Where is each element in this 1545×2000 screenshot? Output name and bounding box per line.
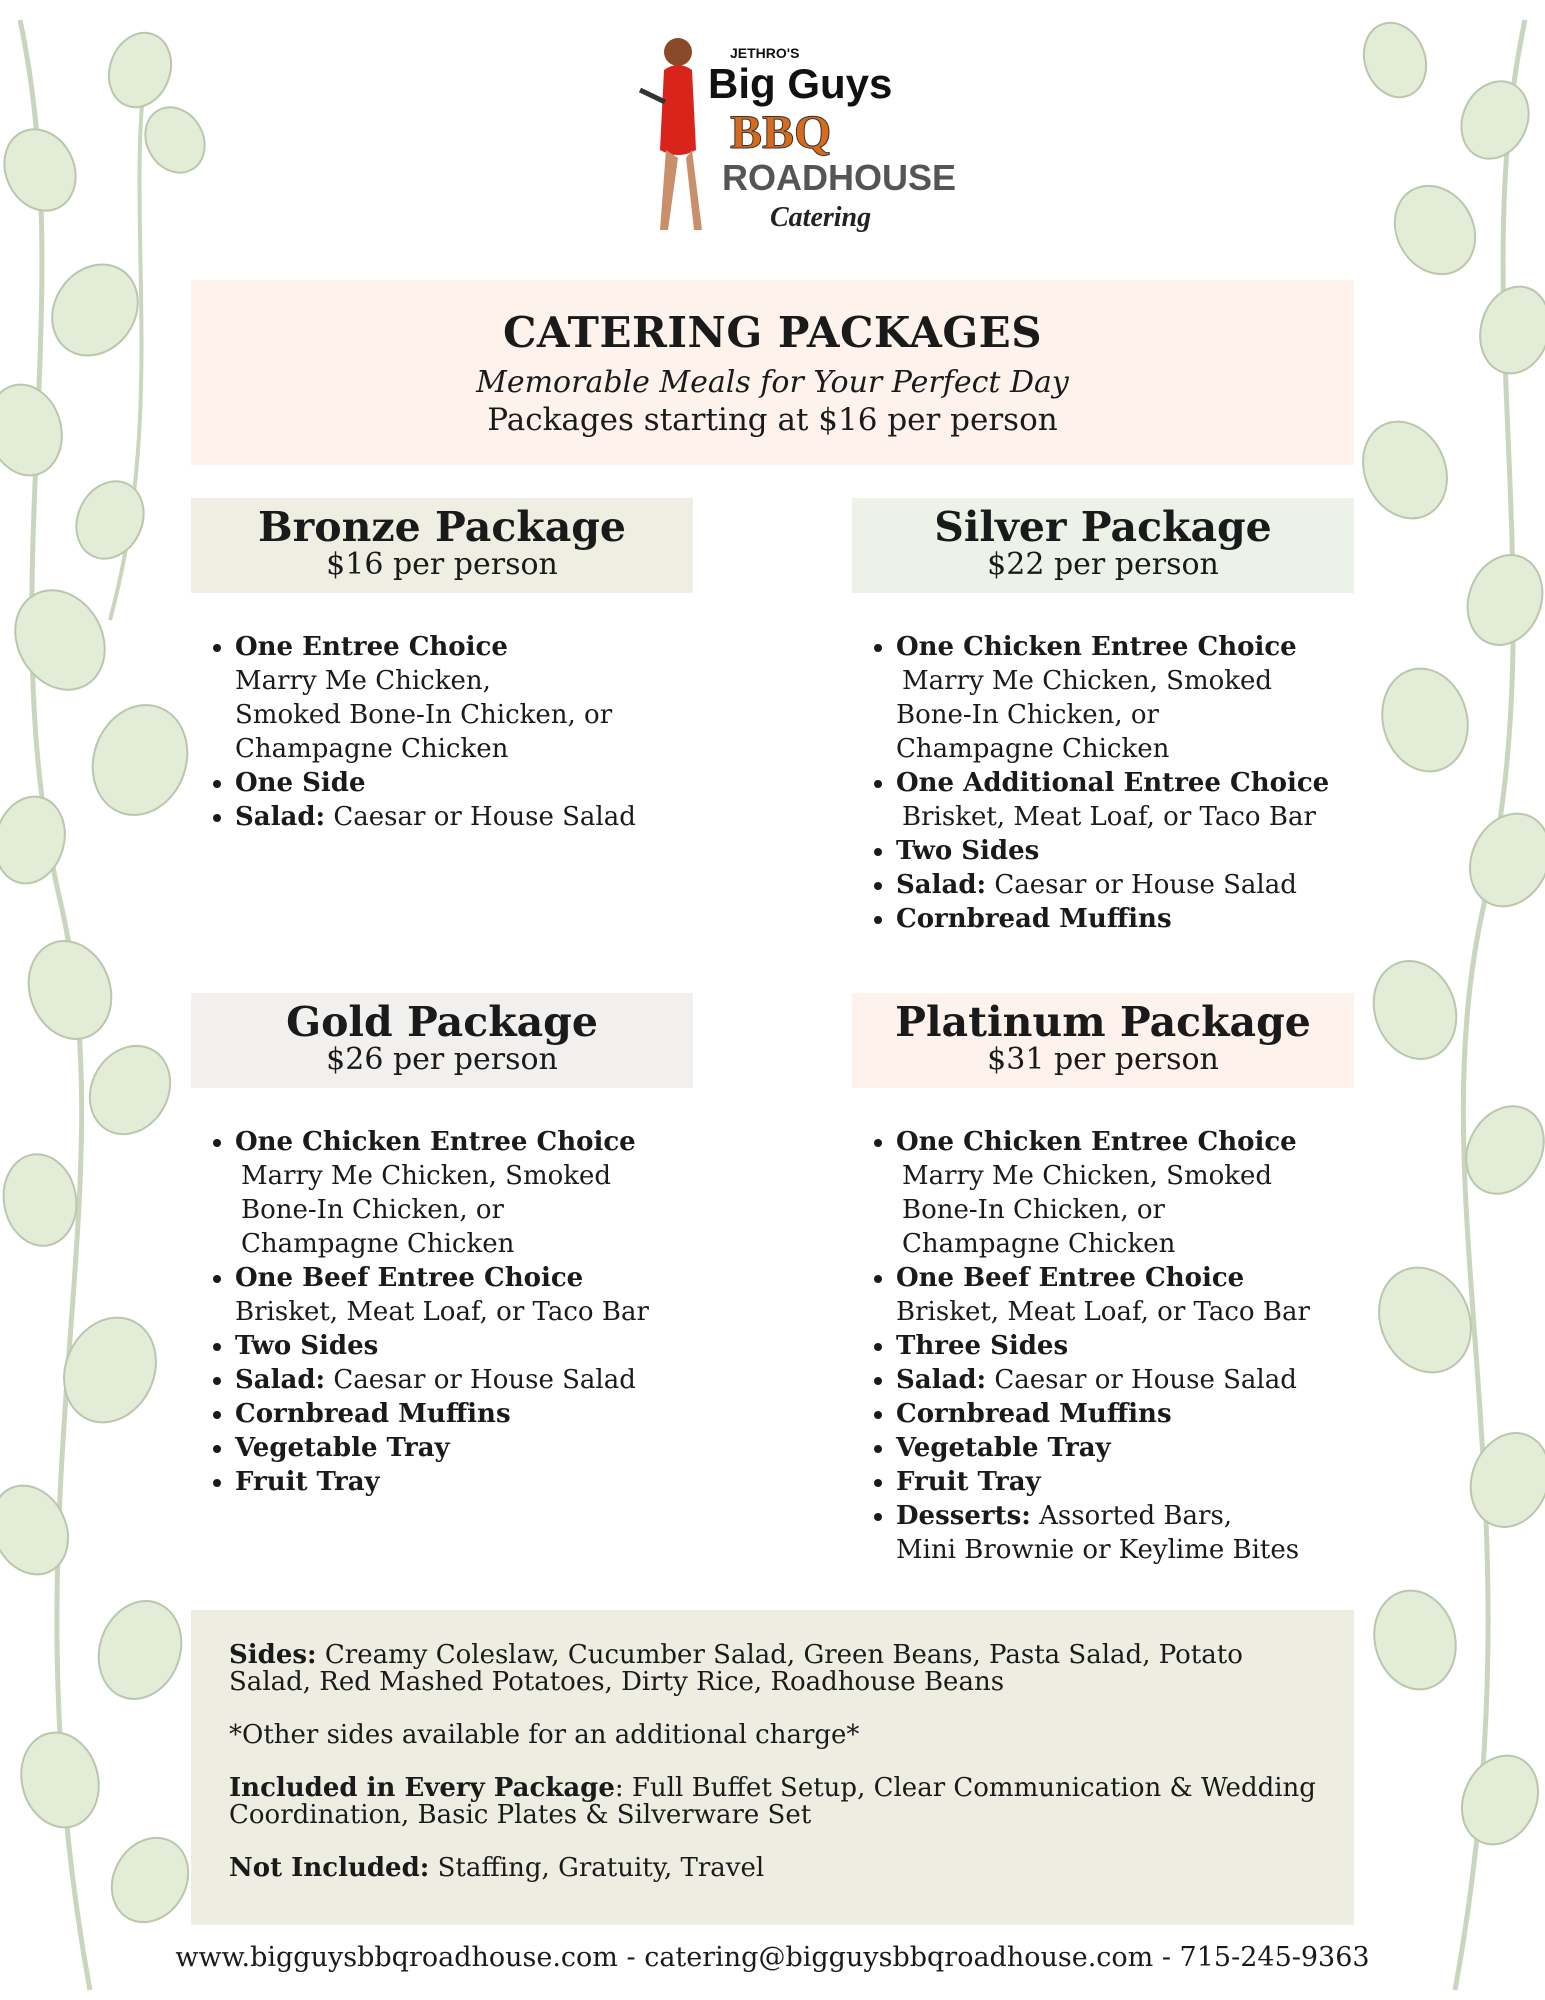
- item-detail: Champagne Chicken: [235, 734, 509, 764]
- included-label: Included in Every Package: [229, 1773, 615, 1803]
- item-title: One Entree Choice: [235, 632, 508, 662]
- item-title: Cornbread Muffins: [896, 904, 1172, 934]
- silver-package-items: [854, 630, 1366, 936]
- package-name: Platinum Package: [895, 998, 1311, 1046]
- item-detail: Bone-In Chicken, or: [902, 1195, 1165, 1225]
- list-item: [235, 1465, 705, 1499]
- item-title: One Chicken Entree Choice: [896, 632, 1297, 662]
- logo-roadhouse-text: ROADHOUSE: [722, 157, 957, 198]
- item-title: One Chicken Entree Choice: [896, 1127, 1297, 1157]
- item-title: Salad:: [896, 1365, 987, 1395]
- page-title: CATERING PACKAGES: [502, 308, 1043, 357]
- included-text: : Full Buffet Setup, Clear Communication & Wedding Coordination, Basic Plates & Silverware Set: [229, 1773, 1316, 1830]
- list-item: [896, 902, 1366, 936]
- platinum-package-items: [854, 1125, 1366, 1567]
- list-item: [235, 1397, 705, 1431]
- list-item: [235, 630, 695, 766]
- item-title: Fruit Tray: [896, 1467, 1041, 1497]
- item-title: One Beef Entree Choice: [235, 1263, 584, 1293]
- list-item: [896, 1397, 1366, 1431]
- item-detail: Brisket, Meat Loaf, or Taco Bar: [235, 1297, 649, 1327]
- item-title: One Additional Entree Choice: [896, 768, 1330, 798]
- item-detail: Marry Me Chicken,: [235, 666, 491, 696]
- item-title: One Side: [235, 768, 366, 798]
- package-price: $22 per person: [987, 547, 1219, 582]
- list-item: [896, 1125, 1366, 1261]
- list-item: [896, 868, 1366, 902]
- item-title: Salad:: [235, 1365, 326, 1395]
- item-title: Cornbread Muffins: [896, 1399, 1172, 1429]
- item-detail: Marry Me Chicken, Smoked: [902, 1161, 1273, 1191]
- item-text: Caesar or House Salad: [325, 802, 636, 832]
- item-title: Two Sides: [896, 836, 1040, 866]
- item-title: Salad:: [896, 870, 987, 900]
- package-name: Bronze Package: [257, 503, 627, 551]
- starting-price-note: Packages starting at $16 per person: [487, 402, 1058, 438]
- other-sides-note: *Other sides available for an additional charge*: [229, 1720, 860, 1750]
- list-item: [896, 1261, 1366, 1329]
- list-item: [896, 766, 1366, 834]
- item-title: Three Sides: [896, 1331, 1069, 1361]
- item-detail: Brisket, Meat Loaf, or Taco Bar: [896, 1297, 1310, 1327]
- item-title: Vegetable Tray: [235, 1433, 450, 1463]
- item-title: Cornbread Muffins: [235, 1399, 511, 1429]
- item-title: Vegetable Tray: [896, 1433, 1111, 1463]
- gold-package-header: [191, 993, 693, 1088]
- not-included-label: Not Included:: [229, 1853, 430, 1883]
- item-detail: Bone-In Chicken, or: [896, 700, 1159, 730]
- item-detail: Smoked Bone-In Chicken, or: [235, 700, 613, 730]
- sides-paragraph: [229, 1642, 1319, 1696]
- package-price: $31 per person: [987, 1042, 1219, 1077]
- item-detail: Mini Brownie or Keylime Bites: [896, 1535, 1300, 1565]
- header-banner: [191, 280, 1354, 465]
- package-name: Gold Package: [286, 998, 598, 1046]
- list-item: [235, 800, 695, 834]
- package-price: $16 per person: [326, 547, 558, 582]
- silver-package-header: [852, 498, 1354, 593]
- list-item: [235, 1363, 705, 1397]
- page-subtitle: Memorable Meals for Your Perfect Day: [476, 365, 1069, 400]
- list-item: [896, 1465, 1366, 1499]
- list-item: [896, 630, 1366, 766]
- gold-package-items: [193, 1125, 705, 1499]
- package-info-box: [191, 1610, 1354, 1925]
- item-title: One Chicken Entree Choice: [235, 1127, 636, 1157]
- item-detail: Marry Me Chicken, Smoked: [241, 1161, 612, 1191]
- item-detail: Marry Me Chicken, Smoked: [902, 666, 1273, 696]
- logo-catering-text: Catering: [770, 202, 872, 233]
- list-item: [896, 1329, 1366, 1363]
- big-guys-bbq-logo: [620, 30, 957, 250]
- not-included-text: Staffing, Gratuity, Travel: [429, 1853, 765, 1883]
- item-detail: Champagne Chicken: [241, 1229, 515, 1259]
- item-detail: Bone-In Chicken, or: [241, 1195, 504, 1225]
- list-item: [235, 766, 695, 800]
- sides-text: Creamy Coleslaw, Cucumber Salad, Green Beans, Pasta Salad, Potato Salad, Red Mashed Potatoes, Dirty Rice, Roadhouse Beans: [229, 1640, 1243, 1697]
- package-name: Silver Package: [934, 503, 1272, 551]
- not-included-paragraph: [229, 1855, 1319, 1882]
- list-item: [235, 1261, 705, 1329]
- logo-big-guys-text: Big Guys: [708, 60, 893, 107]
- item-detail: Brisket, Meat Loaf, or Taco Bar: [902, 802, 1316, 832]
- list-item: [896, 1499, 1366, 1567]
- item-text: Caesar or House Salad: [986, 870, 1297, 900]
- item-detail: Champagne Chicken: [902, 1229, 1176, 1259]
- list-item: [235, 1125, 705, 1261]
- platinum-package-header: [852, 993, 1354, 1088]
- item-title: Fruit Tray: [235, 1467, 380, 1497]
- list-item: [235, 1329, 705, 1363]
- item-text: Caesar or House Salad: [325, 1365, 636, 1395]
- logo-jethros-text: JETHRO'S: [730, 45, 800, 61]
- item-title: One Beef Entree Choice: [896, 1263, 1245, 1293]
- package-price: $26 per person: [326, 1042, 558, 1077]
- list-item: [896, 1363, 1366, 1397]
- logo-bbq-text: BBQ: [730, 106, 832, 159]
- sides-label: Sides:: [229, 1640, 317, 1670]
- bronze-package-header: [191, 498, 693, 593]
- item-detail: Champagne Chicken: [896, 734, 1170, 764]
- item-text: Assorted Bars,: [1030, 1501, 1233, 1531]
- bronze-package-items: [193, 630, 695, 834]
- included-paragraph: [229, 1775, 1319, 1829]
- list-item: [235, 1431, 705, 1465]
- item-title: Salad:: [235, 802, 326, 832]
- item-text: Caesar or House Salad: [986, 1365, 1297, 1395]
- list-item: [896, 1431, 1366, 1465]
- item-title: Desserts:: [896, 1501, 1031, 1531]
- list-item: [896, 834, 1366, 868]
- leaf-vine-right-decoration: [1325, 0, 1545, 2000]
- item-title: Two Sides: [235, 1331, 379, 1361]
- leaf-vine-left-decoration: [0, 0, 220, 2000]
- contact-footer: www.bigguysbbqroadhouse.com - catering@bigguysbbqroadhouse.com - 715-245-9363: [175, 1942, 1370, 1973]
- woman-figure-illustration: [640, 38, 702, 230]
